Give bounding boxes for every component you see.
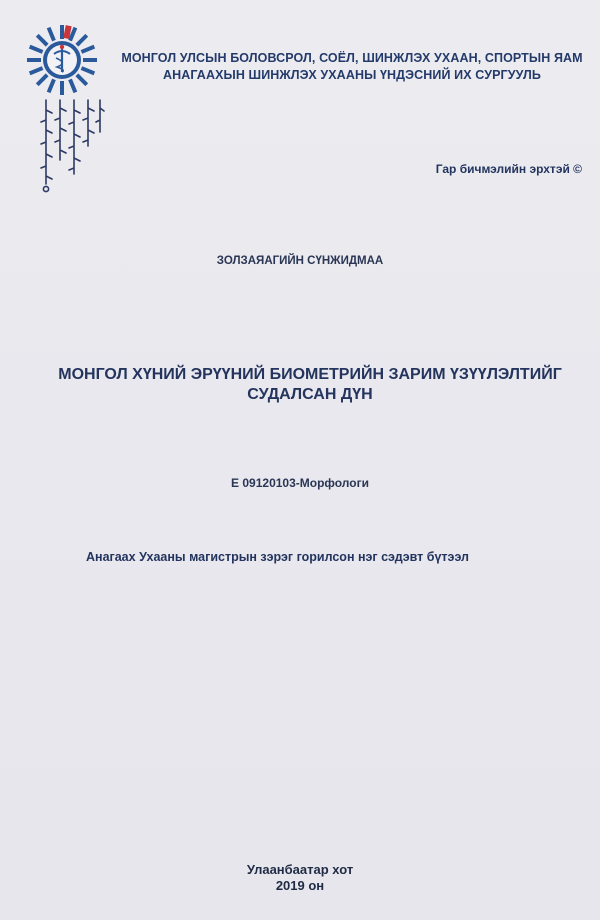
place-and-year [0, 862, 600, 894]
ministry-name: МОНГОЛ УЛСЫН БОЛОВСРОЛ, СОЁЛ, ШИНЖЛЭХ УХААН, СПОРТЫН ЯАМ [121, 51, 583, 65]
thesis-title-line1: МОНГОЛ ХҮНИЙ ЭРҮҮНИЙ БИОМЕТРИЙН ЗАРИМ ҮЗҮҮЛЭЛТИЙГ [58, 366, 562, 383]
university-emblem-icon [26, 24, 98, 96]
mongolian-script-logo [36, 96, 106, 196]
specialty-code: Е 09120103-Морфологи [231, 476, 369, 490]
thesis-title-line2: СУДАЛСАН ДҮН [247, 386, 373, 403]
copyright-notice: Гар бичмэлийн эрхтэй © [435, 162, 582, 176]
institution-header [112, 50, 592, 84]
author-name: ЗОЛЗАЯАГИЙН СҮНЖИДМАА [216, 255, 384, 267]
university-name: АНАГААХЫН ШИНЖЛЭХ УХААНЫ ҮНДЭСНИЙ ИХ СУРГУУЛЬ [163, 68, 541, 82]
degree-statement: Анагаах Ухааны магистрын зэрэг горилсон нэг сэдэвт бүтээл [86, 550, 469, 564]
city: Улаанбаатар хот [246, 862, 354, 877]
year: 2019 он [275, 878, 325, 893]
thesis-title [30, 365, 590, 405]
